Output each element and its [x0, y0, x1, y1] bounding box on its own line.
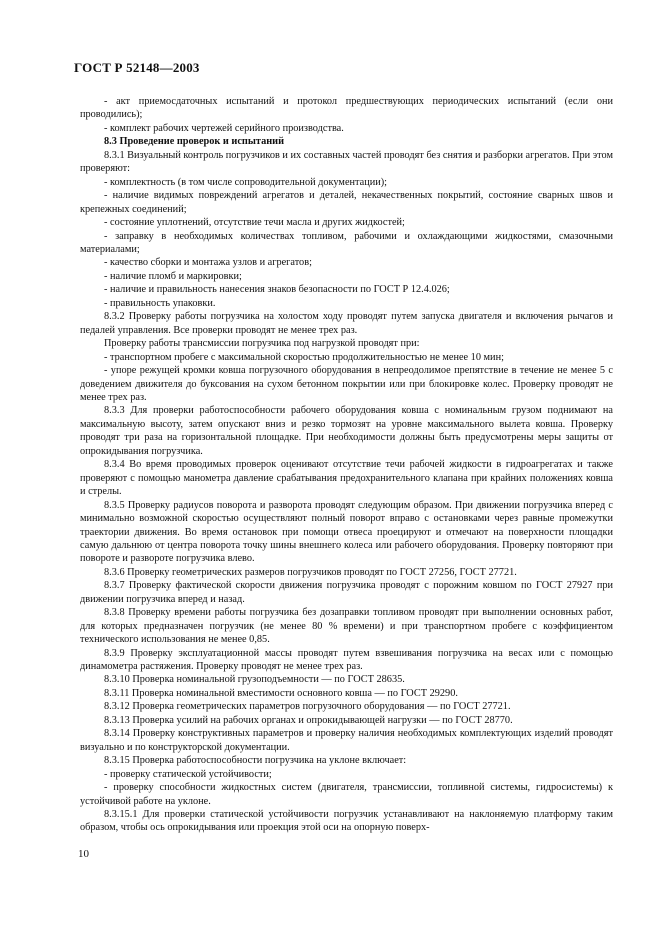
paragraph: - проверку статической устойчивости;: [104, 768, 272, 780]
document-body: [80, 95, 613, 835]
paragraph: 8.3.6 Проверку геометрических размеров погрузчиков проводят по ГОСТ 27256, ГОСТ 27721.: [104, 566, 517, 578]
paragraph: 8.3.1 Визуальный контроль погрузчиков и их составных частей проводят без снятия и разборки агрегатов. При этом проверяют:: [80, 149, 614, 175]
paragraph: 8.3.14 Проверку конструктивных параметров и проверку наличия необходимых комплектующих изделий проводят визуально и по конструкторской документации.: [80, 728, 613, 753]
document-header: ГОСТ Р 52148—2003: [74, 60, 200, 75]
paragraph: - состояние уплотнений, отсутствие течи масла и других жидкостей;: [104, 217, 405, 229]
paragraph: - проверку способности жидкостных систем (двигателя, трансмиссии, топливной системы, гидросистемы) к устойчивой работе на уклоне.: [80, 782, 613, 807]
paragraph: Проверку работы трансмиссии погрузчика под нагрузкой проводят при:: [104, 338, 420, 350]
paragraph: - наличие пломб и маркировки;: [104, 270, 242, 282]
paragraph: 8.3.10 Проверка номинальной грузоподъемности — по ГОСТ 28635.: [104, 674, 405, 686]
paragraph: 8.3.15.1 Для проверки статической устойчивости погрузчик устанавливают на наклоняемую платформу таким образом, чтобы ось опрокидывания или проекция этой оси на опорную поверх-: [80, 809, 613, 834]
section-heading: 8.3 Проведение проверок и испытаний: [104, 136, 285, 148]
paragraph: 8.3.2 Проверку работы погрузчика на холостом ходу проводят путем запуска двигателя и включения рычагов и педалей управления. Все проверки проводят не менее трех раз.: [80, 311, 613, 336]
paragraph: - наличие и правильность нанесения знаков безопасности по ГОСТ Р 12.4.026;: [104, 284, 450, 296]
paragraph: 8.3.4 Во время проводимых проверок оценивают отсутствие течи рабочей жидкости в гидроагрегатах и также проверяют с помощью манометра давление срабатывания предохранительного клапана при крайних положениях ковша и стрелы.: [80, 459, 613, 498]
paragraph: - упоре режущей кромки ковша погрузочного оборудования в непреодолимое препятствие в течение не менее 5 с доведением движителя до буксования на сухом бетонном покрытии или при блокировке колес. Проверку проводят не менее трех раз.: [80, 365, 613, 403]
paragraph: - комплект рабочих чертежей серийного производства.: [104, 122, 344, 134]
page-number: 10: [78, 848, 89, 860]
paragraph: 8.3.8 Проверку времени работы погрузчика без дозаправки топливом проводят при выполнении основных работ, для которых предназначен погрузчик (не менее 80 % времени) и при транспортном пробеге с коэффициентом технического использования не менее 0,85.: [80, 607, 613, 646]
paragraph: 8.3.12 Проверка геометрических параметров погрузочного оборудования — по ГОСТ 27721.: [104, 701, 511, 713]
paragraph: 8.3.9 Проверку эксплуатационной массы проводят путем взвешивания погрузчика на весах или с помощью динамометра растяжения. Проверку проводят не менее трех раз.: [80, 647, 613, 673]
paragraph: 8.3.7 Проверку фактической скорости движения погрузчика проводят с порожним ковшом по ГОСТ 27927 при движении погрузчика вперед и назад.: [80, 580, 613, 605]
paragraph: 8.3.3 Для проверки работоспособности рабочего оборудования ковша с номинальным грузом поднимают на максимальную высоту, затем опускают вниз и резко тормозят на уровне максимального вылета ковша. Проверку проводят три раза на горизонтальной площадке. При необходимости должны быть предусмотрены меры защиты от опрокидывания погрузчика.: [80, 405, 613, 457]
paragraph: 8.3.13 Проверка усилий на рабочих органах и опрокидывающей нагрузки — по ГОСТ 28770.: [104, 714, 513, 726]
paragraph: - транспортном пробеге с максимальной скоростью продолжительностью не менее 10 мин;: [104, 351, 504, 363]
paragraph: - комплектность (в том числе сопроводительной документации);: [104, 176, 388, 188]
paragraph: - правильность упаковки.: [104, 297, 216, 309]
paragraph: - заправку в необходимых количествах топливом, рабочими и охлаждающими жидкостями, смазочными материалами;: [80, 230, 613, 255]
paragraph: 8.3.11 Проверка номинальной вместимости основного ковша — по ГОСТ 29290.: [104, 687, 458, 699]
paragraph: - акт приемосдаточных испытаний и протокол предшествующих периодических испытаний (если они проводились);: [80, 96, 613, 121]
paragraph: - качество сборки и монтажа узлов и агрегатов;: [104, 257, 312, 269]
paragraph: 8.3.15 Проверка работоспособности погрузчика на уклоне включает:: [104, 755, 407, 767]
paragraph: 8.3.5 Проверку радиусов поворота и разворота проводят следующим образом. При движении погрузчика вперед с минимально возможной скоростью осуществляют полный поворот вправо с остановками через равные промежутки траектории движения. Во время остановок при помощи отвеса проецируют и отмечают на поверхности площадки самую дальнюю от центра поворота точку шины внешнего колеса или рабочего оборудования. Проверку повторяют при повороте и развороте погрузчика влево.: [80, 499, 613, 565]
paragraph: - наличие видимых повреждений агрегатов и деталей, некачественных покрытий, состояние сварных швов и крепежных соединений;: [80, 190, 613, 215]
